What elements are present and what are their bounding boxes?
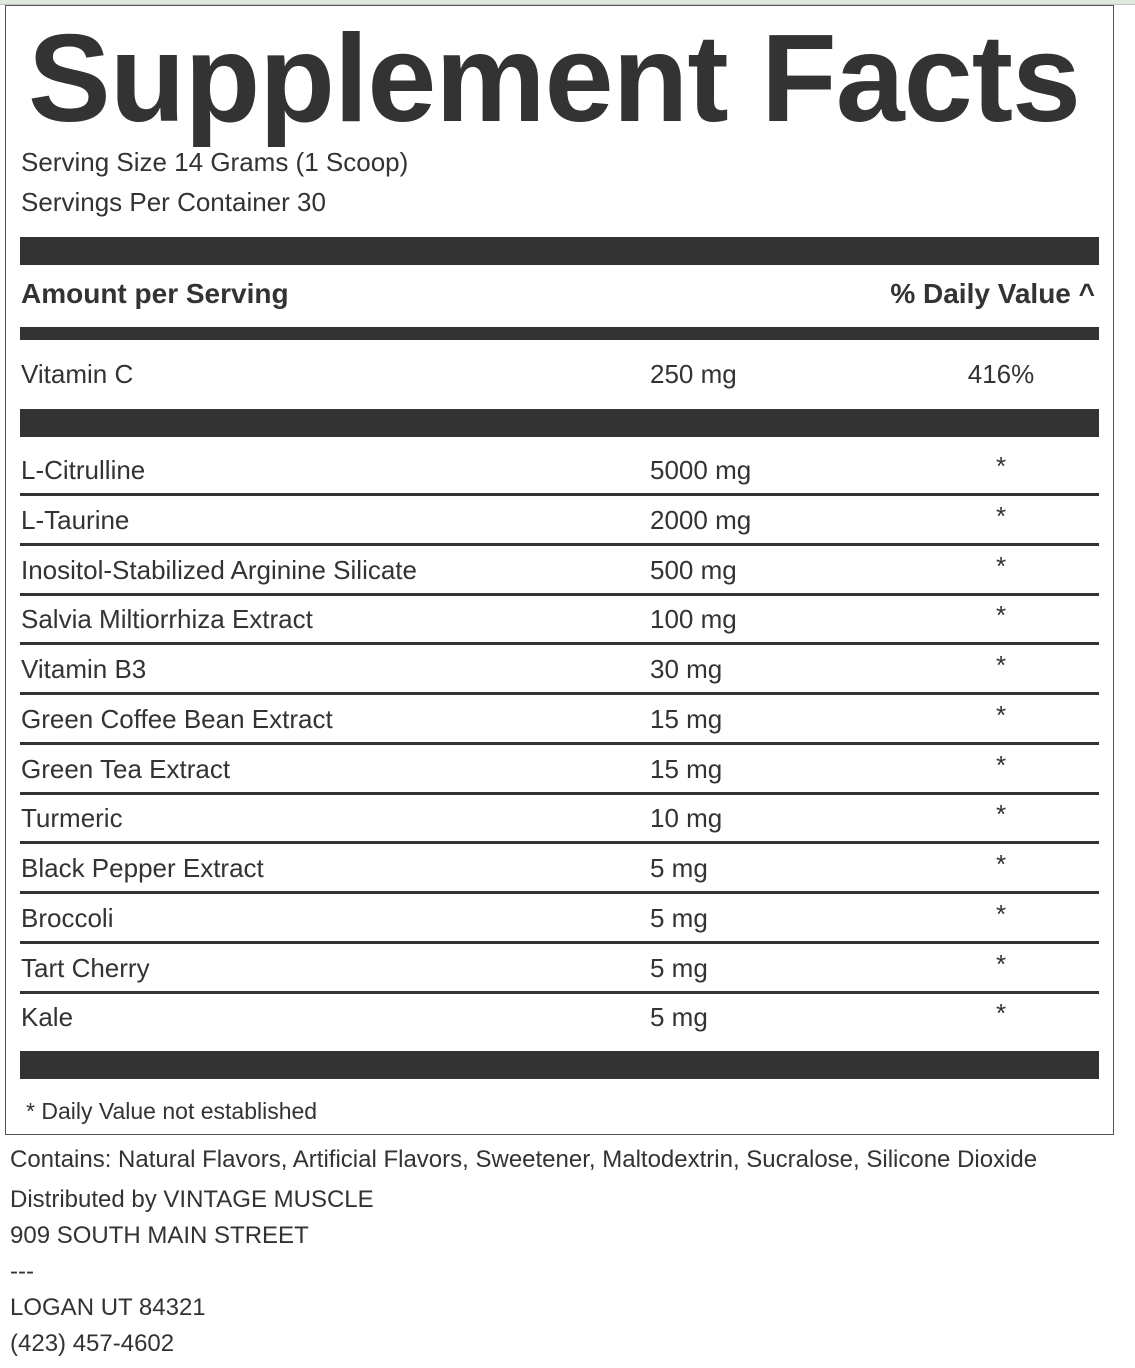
- ingredient-name: Inositol-Stabilized Arginine Silicate: [21, 555, 417, 585]
- row-divider: [20, 991, 1099, 994]
- ingredient-amount: 10 mg: [650, 803, 723, 833]
- ingredient-daily-value: *: [995, 849, 1007, 879]
- row-divider: [20, 692, 1099, 695]
- serving-size: Serving Size 14 Grams (1 Scoop): [21, 147, 409, 177]
- ingredient-daily-value: *: [995, 799, 1007, 829]
- ingredient-amount: 30 mg: [650, 654, 723, 684]
- daily-value-footnote: * Daily Value not established: [26, 1098, 318, 1124]
- distributor-line: LOGAN UT 84321: [10, 1294, 206, 1321]
- ingredient-amount: 500 mg: [650, 555, 737, 585]
- ingredient-name: Black Pepper Extract: [21, 853, 264, 883]
- ingredient-daily-value: *: [995, 451, 1007, 481]
- distributor-line: 909 SOUTH MAIN STREET: [10, 1222, 309, 1249]
- ingredient-amount: 5 mg: [650, 853, 708, 883]
- vitamin-c-name: Vitamin C: [21, 359, 134, 389]
- thick-divider: [20, 1051, 1099, 1079]
- ingredient-amount: 15 mg: [650, 754, 723, 784]
- servings-per-container: Servings Per Container 30: [21, 187, 326, 217]
- ingredient-name: Kale: [21, 1002, 74, 1032]
- ingredient-name: Turmeric: [21, 803, 123, 833]
- row-divider: [20, 792, 1099, 795]
- ingredient-amount: 5 mg: [650, 1002, 708, 1032]
- row-divider: [20, 941, 1099, 944]
- amount-per-serving-header: Amount per Serving: [21, 278, 289, 309]
- ingredient-amount: 15 mg: [650, 704, 723, 734]
- row-divider: [20, 891, 1099, 894]
- ingredient-daily-value: *: [995, 949, 1007, 979]
- ingredient-amount: 5 mg: [650, 953, 708, 983]
- row-divider: [20, 841, 1099, 844]
- ingredient-daily-value: *: [995, 600, 1007, 630]
- vitamin-c-dv: 416%: [967, 359, 1035, 389]
- ingredient-amount: 5 mg: [650, 903, 708, 933]
- ingredient-daily-value: *: [995, 750, 1007, 780]
- row-divider: [20, 593, 1099, 596]
- ingredient-daily-value: *: [995, 551, 1007, 581]
- row-divider: [20, 543, 1099, 546]
- ingredient-amount: 100 mg: [650, 604, 737, 634]
- contains-statement: Contains: Natural Flavors, Artificial Flavors, Sweetener, Maltodextrin, Sucralose, Silicone Dioxide: [10, 1146, 1038, 1173]
- ingredient-name: Vitamin B3: [21, 654, 147, 684]
- ingredient-name: Green Tea Extract: [21, 754, 231, 784]
- ingredient-name: Broccoli: [21, 903, 114, 933]
- distributor-line: (423) 457-4602: [10, 1330, 175, 1357]
- ingredient-amount: 2000 mg: [650, 505, 752, 535]
- medium-divider: [20, 327, 1099, 340]
- ingredient-name: L-Taurine: [21, 505, 130, 535]
- ingredient-name: Salvia Miltiorrhiza Extract: [21, 604, 313, 634]
- row-divider: [20, 642, 1099, 645]
- ingredient-daily-value: *: [995, 650, 1007, 680]
- ingredient-name: Green Coffee Bean Extract: [21, 704, 333, 734]
- ingredient-daily-value: *: [995, 700, 1007, 730]
- distributor-line: ---: [10, 1258, 34, 1285]
- ingredient-daily-value: *: [995, 501, 1007, 531]
- panel-title: Supplement Facts: [28, 10, 1080, 148]
- vitamin-c-amount: 250 mg: [650, 359, 737, 389]
- ingredient-daily-value: *: [995, 998, 1007, 1028]
- thick-divider: [20, 237, 1099, 265]
- row-divider: [20, 742, 1099, 745]
- distributor-line: Distributed by VINTAGE MUSCLE: [10, 1186, 374, 1213]
- row-divider: [20, 493, 1099, 496]
- daily-value-header: % Daily Value ^: [890, 278, 1095, 309]
- ingredient-daily-value: *: [995, 899, 1007, 929]
- ingredient-name: L-Citrulline: [21, 455, 146, 485]
- thick-divider: [20, 409, 1099, 437]
- supplement-facts-panel: [5, 5, 1114, 1135]
- ingredient-name: Tart Cherry: [21, 953, 150, 983]
- ingredient-amount: 5000 mg: [650, 455, 752, 485]
